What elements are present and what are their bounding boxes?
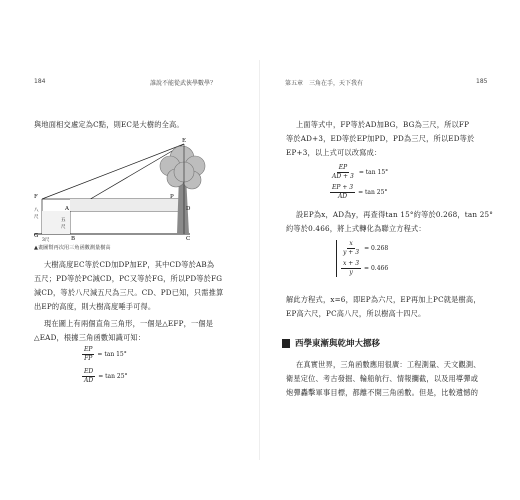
right-page-number: 185 bbox=[476, 78, 488, 85]
label-D: D bbox=[186, 206, 191, 212]
text-line: EP高六尺，PC高八尺，所以樹高十四尺。 bbox=[286, 309, 426, 318]
right-page bbox=[260, 0, 520, 500]
right-running-head: 第五章 三角在手，天下我有 bbox=[285, 80, 364, 87]
equation-ed-ad: $\frac{ED}{AD}$ = tan 25° bbox=[84, 368, 128, 384]
left-intro: 與地面相交處定為C點，則EC是大樹的全高。 bbox=[34, 120, 184, 129]
text-line: 大樹高度EC等於CD加DP加EP，其中CD等於AB為 bbox=[44, 260, 215, 269]
text-line: 在真實世界，三角函數應用很廣：工程測量、天文觀測、 bbox=[296, 360, 481, 369]
text-line: 炮彈轟擊軍事目標，都離不開三角函數。但是，比較遺憾的 bbox=[286, 388, 479, 397]
label-P: P bbox=[170, 194, 174, 200]
left-running-head: 誰說不能從武俠學數學？ bbox=[150, 80, 217, 87]
text-line: 解此方程式，x=6，即EP為六尺，EP再加上PC就是樹高， bbox=[286, 295, 481, 304]
text-line: 上面等式中，FP等於AD加BG，BG為三尺，所以FP bbox=[296, 120, 470, 129]
equation-x-y3: $\frac{x}{y + 3}$ = 0.268 bbox=[343, 240, 389, 256]
label-F: F bbox=[34, 194, 38, 200]
simultaneous-equations bbox=[336, 240, 388, 277]
equation-ep3-ad: $\frac{EP + 3}{AD}$ = tan 25° bbox=[332, 184, 388, 200]
section-marker-icon bbox=[282, 339, 290, 348]
equation-x3-y: $\frac{x + 3}{y}$ = 0.466 bbox=[343, 260, 389, 276]
tree-crown bbox=[160, 146, 205, 189]
label-chi2: 尺 bbox=[61, 225, 66, 230]
text-line: 出EP的高度，則大樹高度唾手可得。 bbox=[34, 302, 156, 311]
label-three-chi: 3尺 bbox=[42, 238, 50, 243]
label-eight: 八 bbox=[34, 208, 39, 213]
label-E: E bbox=[182, 138, 187, 144]
text-line: 五尺；PD等於PC減CD，PC又等於FG，所以PD等於FG bbox=[34, 274, 223, 283]
text-line: △EAD，根據三角函數知識可知： bbox=[34, 333, 146, 342]
text-line: 約等於0.466，將上式轉化為聯立方程式： bbox=[286, 224, 426, 233]
figure-caption: ▲畫圖幫再次用三角函數測量樹高 bbox=[34, 245, 111, 251]
label-G: G bbox=[34, 233, 39, 239]
equation-ep-ad3: $\frac{EP}{AD + 3}$ = tan 15° bbox=[332, 164, 389, 180]
equation-ep-fp: $\frac{EP}{FP}$ = tan 15° bbox=[84, 346, 127, 362]
label-chi: 尺 bbox=[34, 215, 39, 220]
text-line: 現在圖上有兩個直角三角形，一個是△EFP，一個是 bbox=[44, 319, 214, 328]
text-line: 等於AD+3，ED等於EP加PD，PD為三尺，所以ED等於 bbox=[286, 134, 475, 143]
label-five: 五 bbox=[61, 218, 66, 223]
left-page-number: 184 bbox=[34, 78, 46, 85]
label-C: C bbox=[186, 236, 191, 242]
text-line: 衛星定位、考古發掘、輪船航行、情報攔截，以及用導彈或 bbox=[286, 374, 479, 383]
label-B: B bbox=[71, 236, 76, 242]
tree-measurement-figure bbox=[30, 136, 230, 244]
text-line: 設EP為x，AD為y，再查得tan 15°約等於0.268，tan 25° bbox=[296, 210, 494, 219]
text-line: 減CD，等於八尺減五尺為三尺。CD、PD已知，只需推算 bbox=[34, 288, 224, 297]
label-A: A bbox=[65, 206, 69, 212]
section-title: 西學東漸與乾坤大挪移 bbox=[295, 339, 381, 349]
text-line: EP+3，以上式可以改寫成： bbox=[286, 148, 382, 157]
